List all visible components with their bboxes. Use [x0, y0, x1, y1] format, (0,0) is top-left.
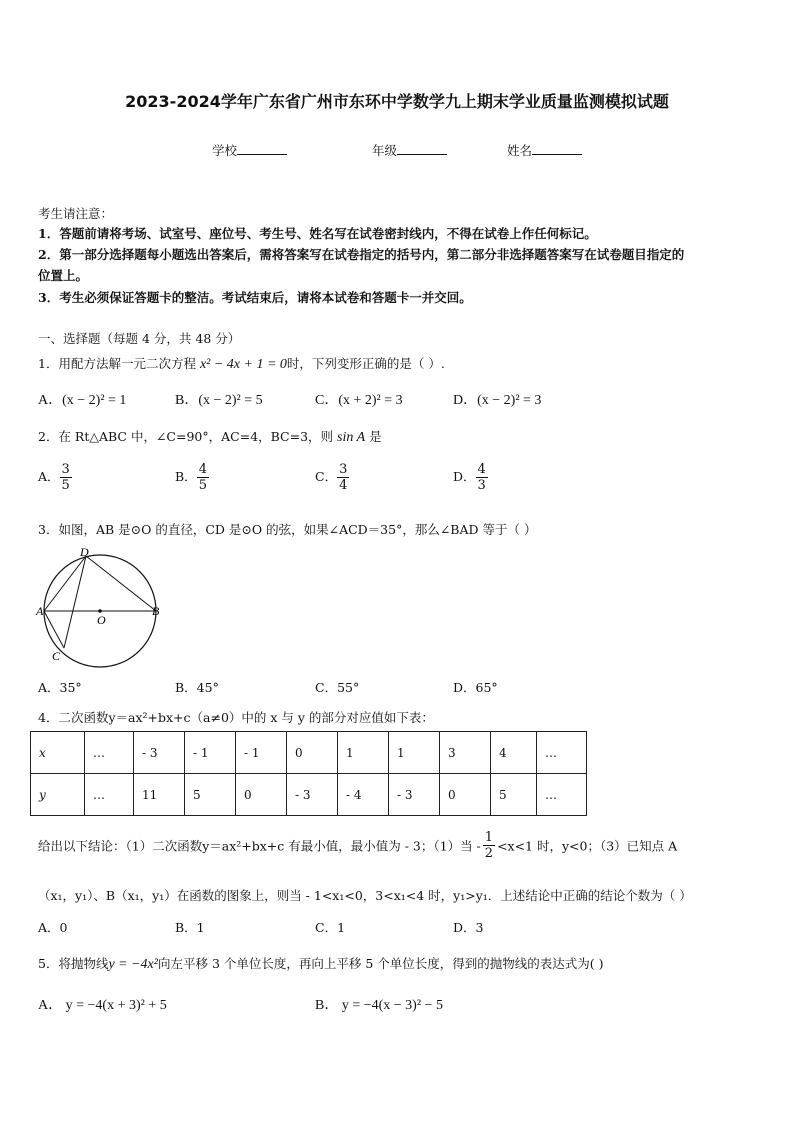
label-d: D [80, 545, 89, 559]
table-cell: 3 [440, 732, 491, 774]
name-label: 姓名 [507, 143, 533, 158]
q4-option-b[interactable]: B．1 [175, 920, 205, 935]
question-5-stem: 5．将抛物线y = −4x²向左平移 3 个单位长度，再向上平移 5 个单位长度，得到的抛物线的表达式为( ) [38, 956, 604, 972]
q4-option-d[interactable]: D．3 [453, 920, 484, 935]
table-cell: 5 [185, 774, 236, 816]
q5-option-a[interactable]: A． y = −4(x + 3)² + 5 [38, 998, 167, 1013]
value-table [30, 731, 587, 816]
table-cell: 1 [338, 732, 389, 774]
table-cell: 4 [491, 732, 537, 774]
question-2-stem: 2．在 Rt△ABC 中，∠C=90°，AC=4，BC=3，则 sin A 是 [38, 429, 382, 445]
table-cell: … [85, 732, 134, 774]
table-cell: 1 [389, 732, 440, 774]
q3-option-d[interactable]: D．65° [453, 680, 498, 695]
notice-item: 2．第一部分选择题每小题选出答案后，需将答案写在试卷指定的括号内，第二部分非选择题答案写在试卷题目指定的 [38, 247, 685, 262]
name-blank[interactable] [532, 142, 582, 155]
q5-option-b[interactable]: B． y = −4(x − 3)² − 5 [315, 998, 443, 1013]
label-o: O [97, 613, 106, 627]
label-b: B [152, 604, 160, 618]
table-cell: x [31, 732, 85, 774]
q3-option-c[interactable]: C．55° [315, 680, 360, 695]
notice-item: 位置上。 [38, 268, 89, 283]
table-row-x [31, 732, 587, 774]
q2-option-d[interactable]: D． $\frac{4}{3}$ [453, 462, 486, 493]
table-cell: - 3 [287, 774, 338, 816]
chord-db [86, 556, 156, 611]
section-heading: 一、选择题（每题 4 分，共 48 分） [38, 331, 241, 346]
table-cell: 0 [236, 774, 287, 816]
table-cell: - 1 [236, 732, 287, 774]
table-cell: - 3 [389, 774, 440, 816]
q1-option-a[interactable]: A．(x − 2)² = 1 [38, 393, 127, 408]
notice-heading: 考生请注意： [38, 206, 114, 221]
notice-item: 3．考生必须保证答题卡的整洁。考试结束后，请将本试卷和答题卡一并交回。 [38, 290, 472, 305]
q2-option-c[interactable]: C． $\frac{3}{4}$ [315, 462, 348, 493]
q4-option-a[interactable]: A．0 [38, 920, 68, 935]
question-3-stem: 3．如图，AB 是⊙O 的直径，CD 是⊙O 的弦，如果∠ACD＝35°，那么∠BAD 等于（ ） [38, 522, 537, 537]
q2-option-a[interactable]: A． $\frac{3}{5}$ [38, 462, 70, 493]
table-cell: … [537, 732, 587, 774]
table-cell: … [537, 774, 587, 816]
label-a: A [36, 604, 44, 618]
q1-option-c[interactable]: C．(x + 2)² = 3 [315, 393, 403, 408]
school-field[interactable] [212, 141, 287, 159]
q4-option-c[interactable]: C．1 [315, 920, 346, 935]
table-cell: - 4 [338, 774, 389, 816]
q1-option-d[interactable]: D．(x − 2)² = 3 [453, 393, 542, 408]
table-row-y [31, 774, 587, 816]
question-4-stem: 4．二次函数y＝ax²+bx+c（a≠0）中的 x 与 y 的部分对应值如下表： [38, 710, 434, 725]
q3-option-b[interactable]: B．45° [175, 680, 219, 695]
label-c: C [52, 649, 61, 663]
table-cell: 5 [491, 774, 537, 816]
name-field[interactable] [507, 141, 582, 159]
q1-option-b[interactable]: B．(x − 2)² = 5 [175, 393, 263, 408]
q4-conclusions-line1: 给出以下结论：（1）二次函数y＝ax²+bx+c 有最小值，最小值为 - 3；（1）当 - $\frac{1}{2}$ <x<1 时，y<0；（3）已知点 A [38, 830, 678, 861]
table-cell: 11 [134, 774, 185, 816]
question-1-stem: 1．用配方法解一元二次方程 x² − 4x + 1 = 0时，下列变形正确的是（ ）. [38, 356, 445, 372]
grade-blank[interactable] [397, 142, 447, 155]
page-title: 2023-2024学年广东省广州市东环中学数学九上期末学业质量监测模拟试题 [125, 92, 669, 111]
q4-conclusions-line2: （x₁，y₁）、B（x₁，y₁）在函数的图象上，则当 - 1<x₁<0，3<x₁<4 时，y₁>y₁．上述结论中正确的结论个数为（ ） [38, 888, 692, 903]
notice-item: 1．答题前请将考场、试室号、座位号、考生号、姓名写在试卷密封线内，不得在试卷上作任何标记。 [38, 226, 597, 241]
table-cell: - 3 [134, 732, 185, 774]
school-label: 学校 [212, 143, 238, 158]
circle-figure [34, 544, 166, 668]
table-cell: - 1 [185, 732, 236, 774]
table-cell: y [31, 774, 85, 816]
q2-option-b[interactable]: B． $\frac{4}{5}$ [175, 462, 207, 493]
table-cell: 0 [440, 774, 491, 816]
table-cell: … [85, 774, 134, 816]
grade-label: 年级 [372, 143, 398, 158]
school-blank[interactable] [237, 142, 287, 155]
q2-sin: sin A [337, 430, 366, 445]
q1-equation: x² − 4x + 1 = 0 [199, 357, 287, 372]
q5-equation: y = −4x² [108, 957, 158, 972]
q3-option-a[interactable]: A．35° [38, 680, 82, 695]
table-cell: 0 [287, 732, 338, 774]
grade-field[interactable] [372, 141, 447, 159]
